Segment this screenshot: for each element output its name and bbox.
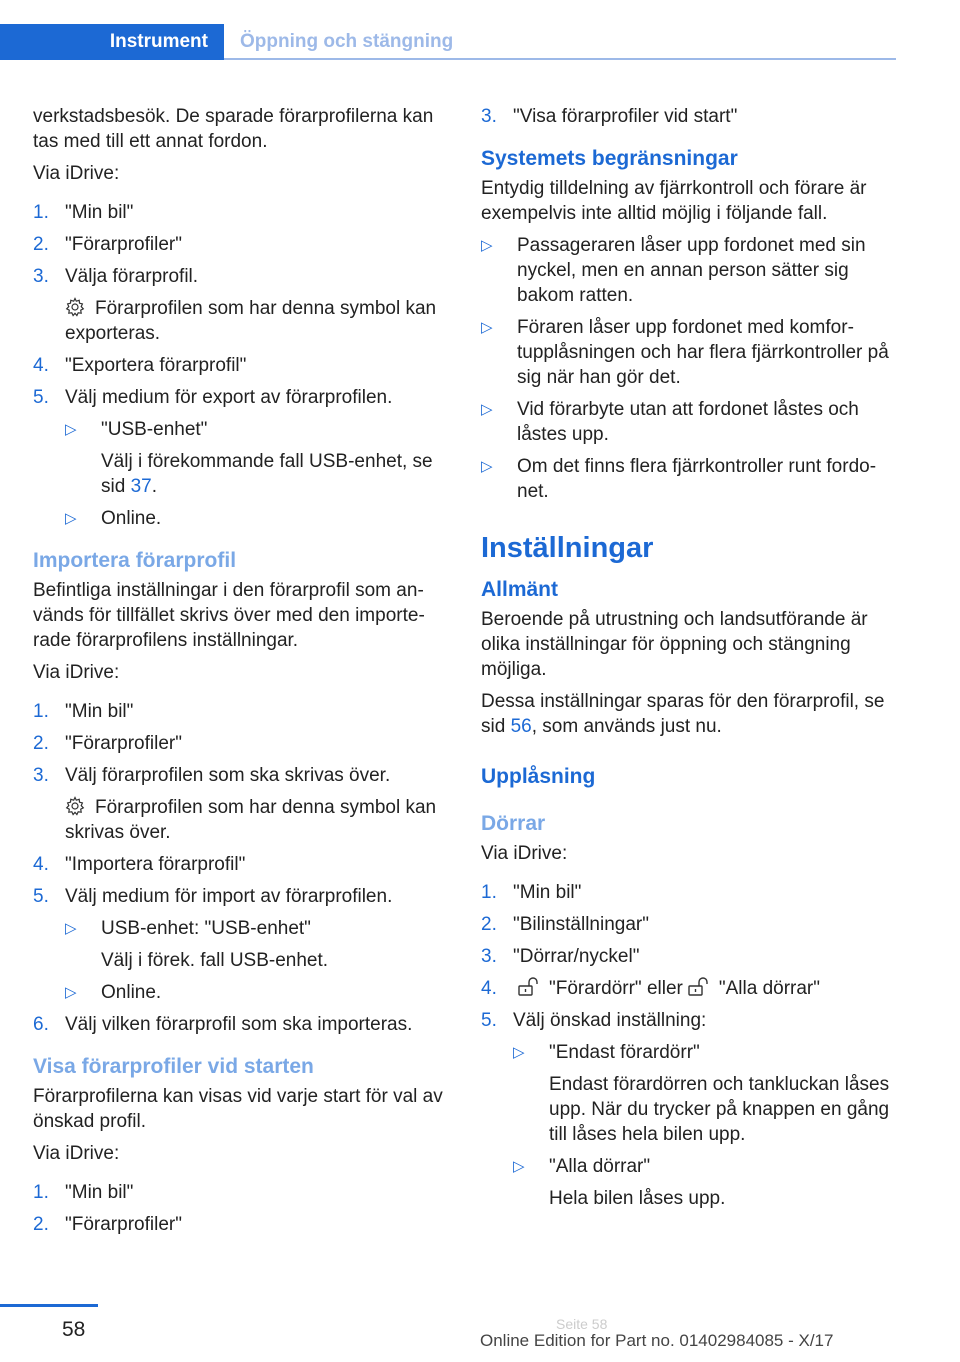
list-item [33, 731, 449, 756]
bullet-text: Online. [101, 508, 162, 529]
general-text-2 [481, 689, 897, 739]
right-column [481, 104, 897, 1218]
door-step-4-b: "Alla dörrar" [718, 978, 820, 999]
page-number: 58 [62, 1318, 86, 1341]
general-text-2a: Dessa inställningar sparas för den förarprofil, se sid [481, 691, 885, 737]
bullet-marker: ▷ [481, 319, 493, 336]
door-step-4 [513, 976, 820, 1001]
list-number: 2. [481, 914, 497, 935]
list-item [481, 976, 897, 1001]
list-item [481, 1008, 897, 1033]
list-number: 1. [33, 1182, 49, 1203]
list-number: 5. [33, 387, 49, 408]
list-number: 4. [33, 355, 49, 376]
list-number: 5. [33, 886, 49, 907]
via-idrive-label: Via iDrive: [481, 843, 568, 864]
list-item [33, 1212, 449, 1237]
via-idrive-label: Via iDrive: [33, 662, 120, 683]
bullet-text: Passageraren låser upp fordonet med sin nyckel, men en annan person sätter sig bakom ratten. [517, 235, 866, 306]
bullet-text: Om det finns flera fjärrkontroller runt fordonet. [517, 456, 877, 502]
bullet-text: "Endast förardörr" [549, 1042, 700, 1063]
unlock-icon [517, 977, 539, 997]
list-item [33, 1180, 449, 1205]
list-text: "Importera förarprofil" [65, 854, 246, 875]
bullet-text: Online. [101, 982, 162, 1003]
import-note-text: Förarprofilen som har denna symbol kan skrivas över. [65, 797, 437, 843]
list-number: 3. [33, 266, 49, 287]
bullet-marker: ▷ [481, 401, 493, 418]
list-item [33, 385, 449, 410]
list-text: "Exportera förarprofil" [65, 355, 247, 376]
list-item [481, 104, 897, 129]
intro-text: verkstadsbesök. De sparade förarprofilerna kan tas med till ett annat fordon. [33, 106, 434, 152]
footer-rule [0, 1304, 98, 1307]
bullet-item [65, 980, 449, 1005]
list-text: "Min bil" [65, 202, 134, 223]
list-number: 2. [33, 234, 49, 255]
list-text: "Min bil" [513, 882, 582, 903]
list-number: 3. [481, 946, 497, 967]
list-number: 4. [481, 978, 497, 999]
header-tab-opening[interactable]: Öppning och stängning [240, 31, 454, 52]
bullet-text: USB-enhet: "USB-enhet" [101, 918, 311, 939]
bullet-item [513, 1040, 897, 1065]
list-item [481, 944, 897, 969]
list-text: Välj förarprofilen som ska skrivas över. [65, 765, 391, 786]
import-text: Befintliga inställningar i den förarprofil som används för tillfället skrivs över med den importerade förarprofilens inställningar. [33, 580, 425, 651]
list-item [33, 232, 449, 257]
bullet-marker: ▷ [481, 237, 493, 254]
general-heading: Allmänt [481, 578, 559, 601]
list-text: "Min bil" [65, 1182, 134, 1203]
gear-icon [65, 297, 85, 317]
bullet-item [481, 315, 897, 390]
list-item [33, 264, 449, 289]
list-number: 1. [33, 701, 49, 722]
list-item [33, 763, 449, 788]
bullet-marker: ▷ [513, 1158, 525, 1175]
unlock-heading: Upplåsning [481, 765, 596, 788]
list-number: 1. [33, 202, 49, 223]
via-idrive-label: Via iDrive: [33, 163, 120, 184]
export-usb-text [101, 449, 449, 499]
list-number: 5. [481, 1010, 497, 1031]
bullet-marker: ▷ [65, 421, 77, 438]
list-text: "Dörrar/nyckel" [513, 946, 640, 967]
period: . [151, 476, 157, 497]
bullet-text: Vid förarbyte utan att fordonet låstes och låstes upp. [517, 399, 859, 445]
bullet-item [65, 916, 449, 941]
list-item [481, 912, 897, 937]
list-number: 4. [33, 854, 49, 875]
list-item [33, 353, 449, 378]
bullet-marker: ▷ [65, 920, 77, 937]
doors-heading: Dörrar [481, 812, 546, 835]
list-number: 6. [33, 1014, 49, 1035]
list-text: "Min bil" [65, 701, 134, 722]
unlock-icon [687, 977, 709, 997]
general-text: Beroende på utrustning och landsutförande är olika inställningar för öppning och stängning möjliga. [481, 609, 868, 680]
list-text: Välj vilken förarprofil som ska importeras. [65, 1014, 413, 1035]
list-number: 3. [33, 765, 49, 786]
list-item [33, 200, 449, 225]
general-text-2b: , som används just nu. [531, 716, 722, 737]
list-text: Välja förarprofil. [65, 266, 199, 287]
footer-edition: Online Edition for Part no. 01402984085 - X/17 [480, 1331, 834, 1350]
bullet-marker: ▷ [513, 1044, 525, 1061]
export-note-text: Förarprofilen som har denna symbol kan exporteras. [65, 298, 437, 344]
bullet-item [65, 506, 449, 531]
via-idrive-label: Via iDrive: [33, 1143, 120, 1164]
list-text: "Förarprofiler" [65, 1214, 182, 1235]
limits-heading: Systemets begränsningar [481, 147, 738, 170]
bullet-text: "USB-enhet" [101, 419, 208, 440]
list-text: "Förarprofiler" [65, 234, 182, 255]
export-usb-desc: Välj i förekommande fall USB-enhet, se sid [101, 451, 433, 497]
list-text: Välj medium för import av förarprofilen. [65, 886, 393, 907]
import-heading: Importera förarprofil [33, 549, 237, 572]
list-number: 2. [33, 1214, 49, 1235]
list-number: 1. [481, 882, 497, 903]
header-tab-instrument[interactable]: Instrument [0, 24, 224, 60]
bullet-marker: ▷ [65, 984, 77, 1001]
list-text: "Bilinställningar" [513, 914, 649, 935]
page-link-37[interactable]: 37 [130, 476, 152, 497]
list-number: 3. [481, 106, 497, 127]
bullet-item [481, 233, 897, 308]
header-rule [224, 58, 896, 60]
bullet-item [481, 397, 897, 447]
list-text: "Visa förarprofiler vid start" [513, 106, 738, 127]
gear-icon [65, 796, 85, 816]
bullet-item [513, 1154, 897, 1179]
door-step-4-a: "Förardörr" eller [549, 978, 683, 999]
page-link-56[interactable]: 56 [510, 716, 532, 737]
list-number: 2. [33, 733, 49, 754]
bullet-item [481, 454, 897, 504]
list-item [33, 852, 449, 877]
settings-heading: Inställningar [481, 532, 654, 564]
door-opt1-text: Endast förardörren och tankluckan låses upp. När du trycker på knappen en gång till låses hela bilen upp. [549, 1074, 890, 1145]
list-text: Välj medium för export av förarprofilen. [65, 387, 393, 408]
header-band [0, 0, 960, 24]
limits-text: Entydig tilldelning av fjärrkontroll och förare är exempelvis inte alltid möjlig i följande fall. [481, 178, 867, 224]
show-profiles-text: Förarprofilerna kan visas vid varje start för val av önskad profil. [33, 1086, 443, 1132]
bullet-text: "Alla dörrar" [549, 1156, 651, 1177]
import-note [65, 795, 449, 845]
list-item [33, 884, 449, 909]
bullet-marker: ▷ [481, 458, 493, 475]
export-note [65, 296, 449, 346]
list-item [33, 699, 449, 724]
import-usb-text: Välj i förek. fall USB-enhet. [101, 950, 329, 971]
bullet-item [65, 417, 449, 442]
door-opt2-text: Hela bilen låses upp. [549, 1188, 726, 1209]
list-item [33, 1012, 449, 1037]
bullet-marker: ▷ [65, 510, 77, 527]
list-item [481, 880, 897, 905]
list-text: Välj önskad inställning: [513, 1010, 707, 1031]
list-text: "Förarprofiler" [65, 733, 182, 754]
show-profiles-heading: Visa förarprofiler vid starten [33, 1055, 314, 1078]
bullet-text: Föraren låser upp fordonet med komfortupplåsningen och har flera fjärrkontroller på sig när han gör det. [517, 317, 889, 388]
page-watermark: Seite 58 [556, 1316, 608, 1332]
left-column [33, 104, 449, 1244]
